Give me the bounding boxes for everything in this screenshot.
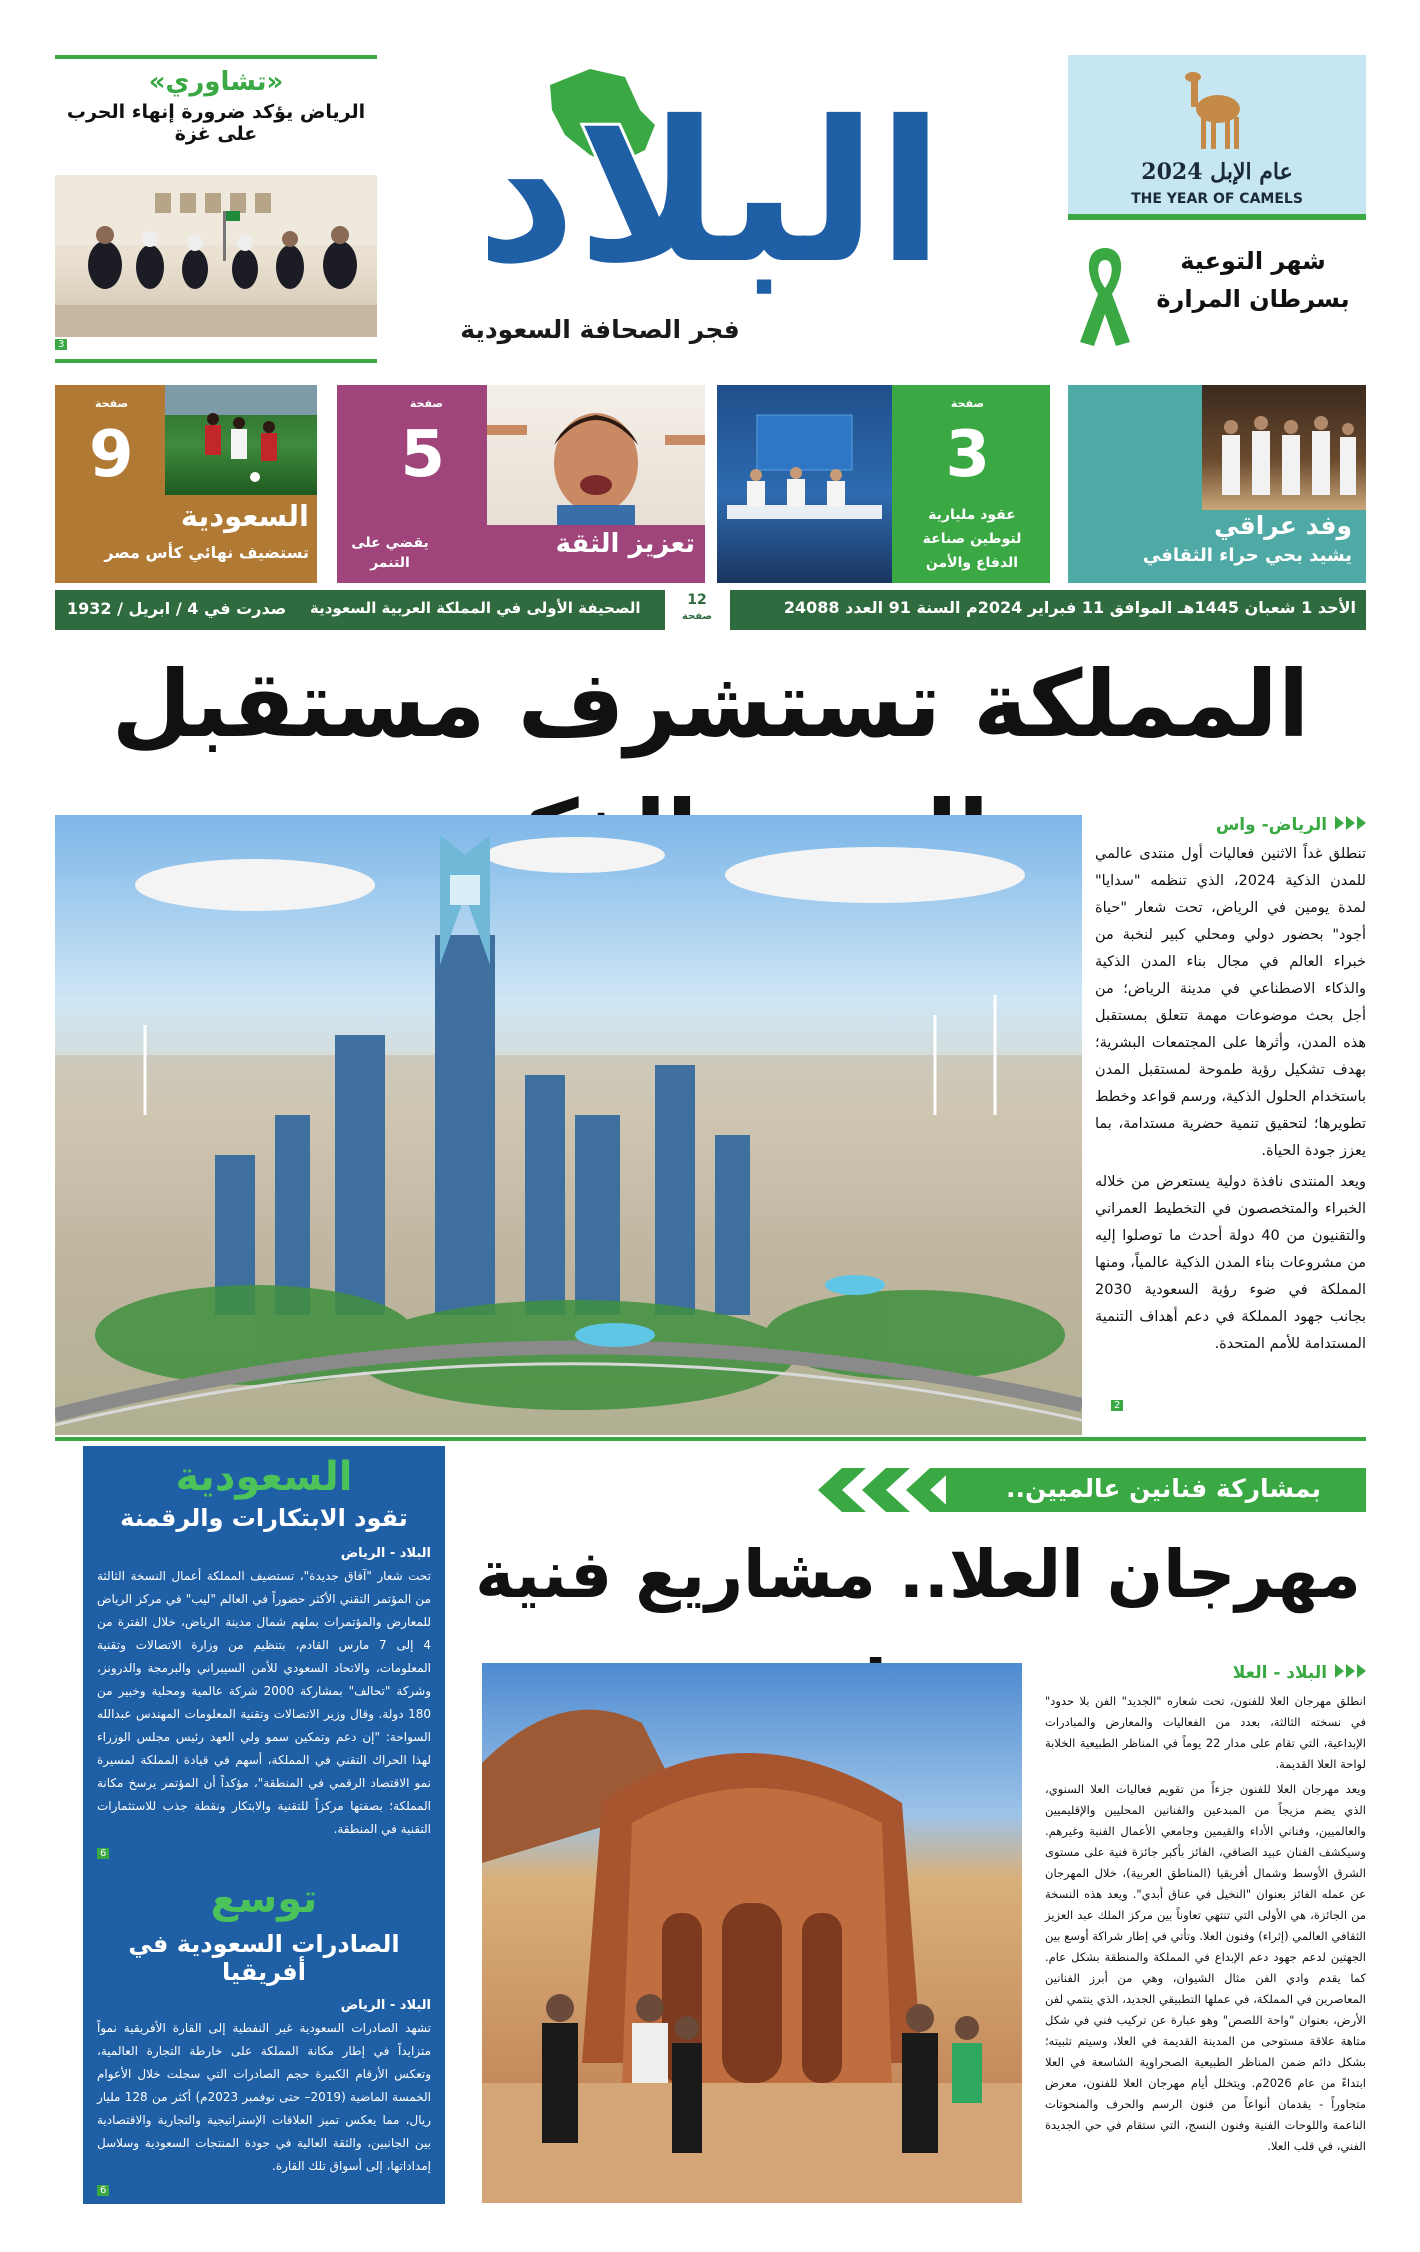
chevrons-icon	[1333, 815, 1366, 835]
alula-story-para2: ويعد مهرجان العلا للفنون جزءاً من تقويم فعاليات العلا السنوي، الذي يضم مزيجاً من المبدعين والفنانين المحليين والإقليميين والعالميين، وفناني الأداء والقيمين وجامعي الأعمال الفنية وغيرهم. وسيكشف الفنان عبيد الصافي، الفائز بأكبر جائزة فنية على مستوى الشرق الأوسط وشمال أفريقيا (المناطق العربية)، خلال المهرجان عن عمله الفائز بعنوان "النخيل في عناق أبدي". ويعد هذه النسخة من الجائزة، هي الأولى التي تنتهي تعاوناً بين مركز الملك عبد العزيز الثقافي العالمي (إثراء) وفنون العلا. وتأتي في إطار شراكة أوسع بين الجهتين لدعم جهود دعم الإبداع في المملكة والمنطقة بشكل عام. كما يقدم وادي الفن مثال الشيوان، وهي من أبرز الفنانين المعاصرين في المملكة، في عملها التطبيقي الجديد، الذي ينتمي لفن الأرض، بعنوان "واحة اللصص" وهو عبارة عن تركيب فني في شكل متاهة علاقة مستوحى من المدينة القديمة في العلا، وسيتم تثبيته؛ بشكل دائم ضمن المناظر الطبيعية الصحراوية الشاسعة في العلا ابتداءً من عام 2026م. ويتخلل أيام مهرجان العلا للفنون، معرض متجاوراً - يقدمان أنواعاً من فنون الرسم والحرف والمنحوتات الناعمة واللوحات الفنية وفنون النسج، التي ستقام في حي الجديدة الفني، في قلب العلا.	[1045, 1782, 1366, 2153]
masthead-logo[interactable]	[440, 55, 980, 315]
masthead-tagline: فجر الصحافة السعودية	[460, 315, 740, 344]
logo-wordmark: البلاد	[476, 79, 944, 306]
main-headline[interactable]: المملكة تستشرف مستقبل	[111, 651, 1310, 758]
teaser-photo-football	[165, 385, 317, 495]
camel-icon	[1173, 61, 1263, 156]
main-story-para1: تنطلق غداً الاثنين فعاليات أول منتدى عالمي للمدن الذكية 2024، الذي تنظمه "سدايا" لمدة يومين في الرياض، تحت شعار "حياة أجود" بحضور دولي ومحلي كبير لنخبة من خبراء العالم في مجال بناء المدن الذكية والذكاء الاصطناعي في مدينة الرياض؛ من أجل بحث موضوعات مهمة تتعلق بمستقبل هذه المدن، وأثرها على المجتمعات البشرية؛ بهدف تشكيل رؤية طموحة لمستقبل المدن باستخدام الحلول الذكية، ورسم قواعد وخطط تطويرها؛ لتحقيق تنمية حضرية مستدامة، بما يعزز جودة الحياة.	[1095, 846, 1366, 1159]
top-left-page-ref: 3	[55, 339, 67, 350]
teaser-page-label: صفحة	[409, 397, 443, 410]
teaser-page-5[interactable]	[337, 385, 705, 583]
alula-kicker-bar	[818, 1468, 1366, 1512]
teaser-page-label: صفحة	[950, 397, 984, 410]
teaser-page-9[interactable]	[55, 385, 317, 583]
main-story-source-text: الرياض- واس	[1215, 815, 1328, 835]
teaser-page-number: 9	[89, 418, 134, 492]
teaser-photo-crying-child	[487, 385, 705, 525]
awareness-ribbon-icon	[1074, 242, 1136, 352]
teaser-page-3[interactable]	[717, 385, 1050, 583]
kicker-chevrons-icon	[818, 1468, 968, 1512]
side-story1-page-ref: 6	[97, 1848, 109, 1859]
teaser-photo-defense-contracts	[717, 385, 892, 583]
main-story-para2: ويعد المنتدى نافذة دولية يستعرض من خلاله الخبراء والمتخصصون في التخطيط العمراني والتقنيون من 40 دولة أحدث ما توصلوا إليه من مشروعات بناء المدن الذكية عالمياً، ومنها المملكة في ضوء رؤية السعودية 2030 بجانب جهود المملكة في دعم أهداف التنمية المستدامة للأمم المتحدة.	[1095, 1174, 1367, 1352]
teaser-subtitle: يقضي على التنمر	[351, 535, 429, 571]
teaser-page-number: 3	[945, 418, 990, 492]
top-left-headline: الرياض يؤكد ضرورة إنهاء الحرب على غزة	[66, 101, 366, 145]
year-of-camels-box[interactable]	[1068, 55, 1366, 220]
dateline-pages-count: 12	[687, 592, 707, 608]
teaser-subtitle: تستضيف نهائي كأس مصر	[104, 543, 309, 562]
teaser-title: وفد عراقي	[1214, 511, 1352, 540]
alula-story-source	[1045, 1663, 1366, 1683]
side-story2-page-ref: 6	[97, 2185, 109, 2196]
alula-kicker: بمشاركة فنانين عالميين..	[1005, 1474, 1321, 1503]
chevrons-icon	[1333, 1663, 1366, 1683]
side-story1-source: البلاد - الرياض	[340, 1546, 431, 1561]
alula-story-column	[1045, 1663, 1366, 2203]
side-story2-source: البلاد - الرياض	[340, 1998, 431, 2013]
teaser-subtitle: عقود مليارية لتوطين صناعة الدفاع والأمن	[922, 507, 1022, 571]
side-story2-title: توسع	[210, 1876, 318, 1922]
awareness-box[interactable]	[1068, 232, 1366, 362]
camel-year-english: THE YEAR OF CAMELS	[1131, 191, 1303, 207]
teaser-subtitle: يشيد بحي حراء الثقافي	[1142, 545, 1352, 566]
side-story2-subtitle: الصادرات السعودية في أفريقيا	[128, 1930, 400, 1986]
teaser-title: السعودية	[180, 499, 309, 533]
awareness-text: شهر التوعية بسرطان المرارة	[1156, 247, 1350, 313]
smart-city-illustration	[55, 815, 1082, 1435]
teaser-page-2[interactable]	[1068, 385, 1366, 583]
side-story1-subtitle: تقود الابتكارات والرقمنة	[120, 1504, 408, 1532]
teaser-title: تعزيز الثقة	[555, 529, 695, 559]
meeting-photo-illustration	[55, 175, 377, 337]
albilad-logo-icon	[440, 55, 980, 315]
smart-city-image	[55, 815, 1082, 1435]
side-story1-text: تحت شعار "آفاق جديدة"، تستضيف المملكة أعمال النسخة الثالثة من المؤتمر التقني الأكثر حضوراً في العالم "ليب" في مركز الرياض للمعارض والمؤتمرات بملهم شمال مدينة الرياض، خلال الفترة من 4 إلى 7 مارس القادم، بتنظيم من وزارة الاتصالات وتقنية المعلومات، والاتحاد السعودي للأمن السيبراني والبرمجة والدرونز، وشركة "تحالف" بمشاركة 2000 شركة عالمية ومحلية وخبير من 180 دولة. وقال وزير الاتصالات وتقنية المعلومات المهندس عبدالله السواحة: "إن دعم وتمكين سمو ولي العهد رئيس مجلس الوزراء لهذا الحراك التقني في المملكة، أسهم في قيادة المملكة لمسيرة نمو الاقتصاد الرقمي في المنطقة"، مؤكداً أن المؤتمر يرسخ مكانة المملكة؛ بصفتها مركزاً للتقنية والابتكار ونقطة جذب للاستثمارات التقنية في المنطقة.	[97, 1569, 431, 1836]
dateline-slogan: الصحيفة الأولى في المملكة العربية السعودية	[310, 599, 641, 617]
teaser-photo-delegation	[1202, 385, 1366, 510]
side-news-box[interactable]	[83, 1446, 445, 2204]
dateline-bar	[55, 590, 1366, 630]
main-story-image-rule	[55, 1437, 1366, 1441]
dateline-date: الأحد 1 شعبان 1445هـ الموافق 11 فبراير 2024م السنة 91 العدد 24088	[783, 598, 1356, 617]
dateline-pages-label: صفحة	[681, 611, 713, 622]
top-left-photo	[55, 175, 377, 337]
teaser-page-number: 5	[400, 418, 445, 492]
camel-year-arabic: عام الإبل 2024	[1141, 159, 1293, 185]
alula-story-source-text: البلاد - العلا	[1232, 1663, 1328, 1683]
main-story-page-ref: 2	[1111, 1400, 1123, 1411]
alula-art-photo	[482, 1663, 1022, 2203]
side-story2-text: تشهد الصادرات السعودية غير النفطية إلى القارة الأفريقية نمواً متزايداً في إطار مكانة المملكة على خارطة التجارة العالمية، وتعكس الأرقام الكبيرة حجم الصادرات التي سجلت خلال الأعوام الخمسة الماضية (2019– حتى نوفمبر 2023م) أكثر من 128 مليار ريال، مما يعكس تميز العلاقات الإستراتيجية والتجارية والاقتصادية بين الجانبين، والثقة العالية في جودة المنتجات السعودية وسلاسل إمداداتها، إلى أسواق تلك القارة.	[97, 2021, 431, 2173]
alula-story-para1: انطلق مهرجان العلا للفنون، تحت شعاره "الجديد" الفن بلا حدود" في نسخته الثالثة، بعدد من الفعاليات والمعارض والمبادرات الإبداعية، التي تقام على مدار 22 يوماً في المناظر الطبيعية الخلابة لواحة العلا القديمة.	[1045, 1694, 1366, 1771]
alula-sculpture-illustration	[482, 1663, 1022, 2203]
alula-headline[interactable]: مهرجان العلا.. مشاريع فنية	[475, 1536, 1361, 1613]
main-story-source	[1095, 815, 1366, 835]
top-left-kicker: «تشاوري»	[148, 67, 284, 97]
top-left-story[interactable]	[55, 55, 377, 363]
side-story1-title: السعودية	[175, 1454, 353, 1500]
main-story-column	[1095, 815, 1366, 1415]
dateline-founded: صدرت في 4 / ابريل / 1932	[67, 599, 287, 618]
teaser-page-label: صفحة	[95, 397, 129, 410]
